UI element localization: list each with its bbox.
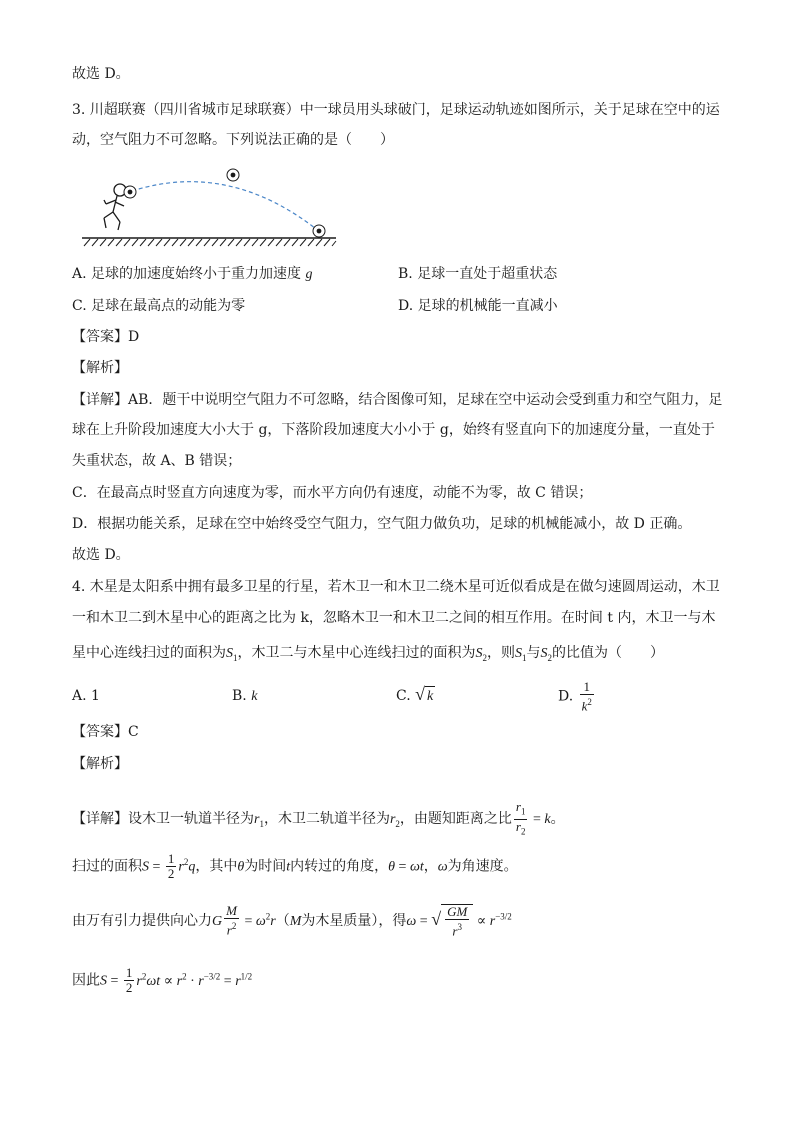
option-b: B. k xyxy=(232,688,258,704)
answer-label: 【答案】C xyxy=(72,724,139,740)
detail-line: 【详解】设木卫一轨道半径为$r_1$，木卫二轨道半径为$r_2$，由题知距离之比 $\frac{r_1}{r_2}$ = k。 xyxy=(72,799,565,837)
football-icon xyxy=(124,186,136,198)
question-3-line2: 动，空气阻力不可忽略。下列说法正确的是（ ） xyxy=(72,132,394,148)
text-line: 故选 D。 xyxy=(72,547,130,563)
football-trajectory-figure xyxy=(80,160,342,248)
football-icon xyxy=(313,225,325,237)
option-a: A. 1 xyxy=(72,688,100,704)
option-c: C. 足球在最高点的动能为零 xyxy=(72,298,246,314)
option-d: D. $\frac{1}{k^2}$ xyxy=(558,679,592,714)
detail-line: 因此S = $\frac{1}{2}$ $r^2\omega t \propto r^2 \cdot r^{-3/2} = r^{1/2}$ xyxy=(72,965,253,996)
analysis-label: 【解析】 xyxy=(72,756,128,772)
question-4-line2: 一和木卫二到木星中心的距离之比为 k，忽略木卫一和木卫二之间的相互作用。在时间 t 内，木卫一与木 xyxy=(72,610,716,626)
text-line: 故选 D。 xyxy=(72,66,130,82)
detail-line: 【详解】AB．题干中说明空气阻力不可忽略，结合图像可知，足球在空中运动会受到重力和空气阻力，足 xyxy=(72,392,723,408)
option-c: C. √ k xyxy=(396,684,435,707)
question-4-line1: 4. 木星是太阳系中拥有最多卫星的行星，若木卫一和木卫二绕木星可近似看成是在做匀速圆周运动，木卫 xyxy=(72,579,720,595)
analysis-label: 【解析】 xyxy=(72,360,128,376)
player-figure xyxy=(104,184,126,230)
detail-line: 球在上升阶段加速度大小大于 g，下落阶段加速度大小小于 g，始终有竖直向下的加速度分量，一直处于 xyxy=(72,422,715,438)
answer-label: 【答案】D xyxy=(72,329,140,345)
option-a: A. 足球的加速度始终小于重力加速度 g xyxy=(72,266,313,282)
option-d: D. 足球的机械能一直减小 xyxy=(398,298,558,314)
detail-line: 扫过的面积S = $\frac{1}{2}$ $r^2q$，其中θ为时间t内转过的角度，θ = ωt，ω为角速度。 xyxy=(72,851,518,882)
detail-line: D．根据功能关系，足球在空中始终受空气阻力，空气阻力做负功，足球的机械能减小，故 D 正确。 xyxy=(72,516,692,532)
question-4-line3: 星中心连线扫过的面积为$S_1$，木卫二与木星中心连线扫过的面积为$S_2$，则$S_1$与$S_2$的比值为（ ） xyxy=(72,645,664,663)
detail-line: 失重状态，故 A、B 错误； xyxy=(72,453,242,469)
question-3-line1: 3. 川超联赛（四川省城市足球联赛）中一球员用头球破门，足球运动轨迹如图所示，关于足球在空中的运 xyxy=(72,102,720,118)
option-b: B. 足球一直处于超重状态 xyxy=(398,266,558,282)
detail-line: C．在最高点时竖直方向速度为零，而水平方向仍有速度，动能不为零，故 C 错误； xyxy=(72,485,593,501)
detail-line: 由万有引力提供向心力G $\frac{M}{r^2}$ = $\omega^2r(M$为木星质量），得ω = √ $\frac{GM}{r^3}$ ∝ $r^{-3/2}$ xyxy=(72,903,512,939)
football-icon xyxy=(227,169,239,181)
